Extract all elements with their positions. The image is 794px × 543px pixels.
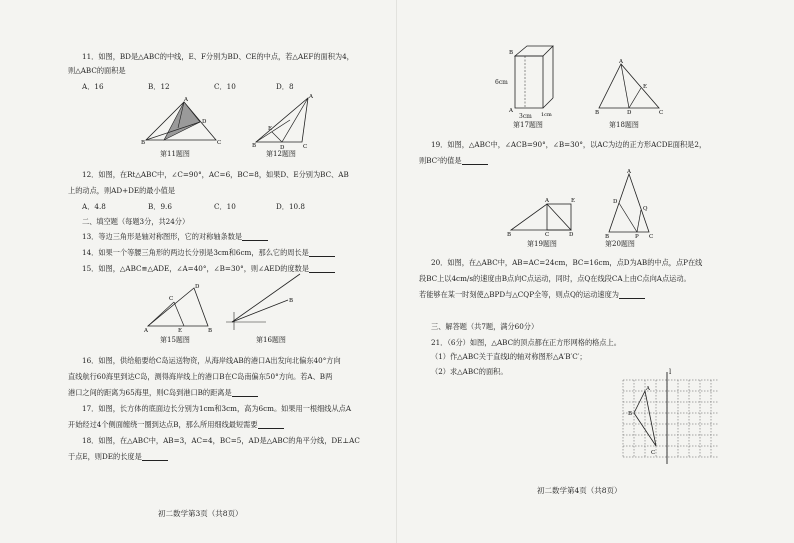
svg-text:C: C (659, 110, 664, 116)
fig15-caption: 第15题图 (160, 336, 190, 344)
q11-line1: 11．如图，BD是△ABC的中线，E、F分别为BD、CE的中点，若△AEF的面积为4， (82, 52, 354, 61)
svg-text:E: E (268, 126, 273, 132)
svg-text:A: A (545, 198, 549, 204)
q20-line3: 若能够在某一时刻使△BPD与△CQP全等，则点Q的运动速度为 (419, 290, 645, 299)
svg-text:A: A (627, 169, 631, 175)
svg-text:E: E (643, 84, 648, 90)
figure-16 (226, 272, 306, 334)
figure-20 (605, 170, 657, 238)
svg-text:B: B (289, 298, 294, 304)
q15-text: 15．如图，△ABC≌△ADE，∠A=40°，∠B=30°，则∠AED的度数是 (82, 264, 335, 273)
figure-12 (252, 92, 322, 151)
figure-17 (509, 40, 565, 120)
svg-text:B: B (252, 143, 257, 149)
svg-text:D: D (195, 284, 200, 290)
svg-text:E: E (178, 328, 183, 334)
q12-line2: 上的动点，则AD+DE的最小值是 (68, 186, 176, 195)
figure-18 (595, 60, 665, 114)
svg-text:D: D (613, 199, 618, 205)
q12-option-a: A．4.8 (82, 202, 106, 211)
q16-line3: 港口之间的距离为65海里，则C岛到港口B的距离是 (68, 388, 258, 397)
svg-text:A: A (184, 97, 188, 103)
svg-text:D: D (202, 119, 207, 125)
svg-text:C: C (169, 296, 174, 302)
q11-option-d: D．8 (276, 82, 294, 91)
fig20-caption: 第20题图 (605, 240, 635, 248)
svg-text:C: C (303, 144, 308, 150)
fig17-base-label: 3cm (519, 113, 532, 120)
figure-15 (144, 282, 214, 334)
svg-text:C: C (217, 140, 222, 146)
q11-option-c: C．10 (214, 82, 236, 91)
svg-text:A: A (309, 94, 313, 100)
q13-text: 13．等边三角形是轴对称图形，它的对称轴条数是 (82, 232, 268, 241)
svg-text:B: B (208, 328, 213, 334)
grid-line-label: l (669, 368, 672, 376)
svg-text:B: B (628, 411, 633, 417)
svg-text:Q: Q (643, 206, 648, 212)
page-4 (397, 0, 794, 543)
q21-line1: 21．（6分）如图，△ABC的顶点都在正方形网格的格点上。 (431, 338, 621, 347)
svg-text:E: E (571, 198, 576, 204)
svg-text:B: B (507, 232, 512, 238)
q12-option-c: C．10 (214, 202, 236, 211)
q20-line1: 20．如图，在△ABC中，AB=AC=24cm，BC=16cm，点D为AB的中点，点P在线 (431, 258, 703, 267)
q19-line2: 则BC²的值是 (419, 156, 488, 165)
page-4-footer: 初二数学第4页（共8页） (537, 486, 622, 495)
q11-option-b: B．12 (148, 82, 170, 91)
svg-text:D: D (280, 145, 285, 151)
q11-option-a: A．16 (82, 82, 104, 91)
fig12-caption: 第12题图 (266, 150, 296, 158)
svg-text:A: A (509, 108, 513, 114)
svg-text:B: B (595, 110, 600, 116)
q18-line1: 18．如图，在△ABC中，AB=3，AC=4，BC=5，AD是△ABC的角平分线，DE⊥AC (82, 436, 360, 445)
q20-line2: 段BC上以4cm/s的速度由B点向C点运动，同时，点Q在线段CA上由C点向A点运动。 (419, 274, 691, 283)
figure-11 (140, 98, 220, 146)
q12-line1: 12．如图，在Rt△ABC中，∠C=90°，AC=6，BC=8，如果D、E分别为BC、AB (82, 170, 349, 179)
section-3-heading: 三、解答题（共7题，满分60分） (431, 322, 539, 331)
q14-text: 14．如果一个等腰三角形的两边长分别是3cm和6cm，那么它的周长是 (82, 248, 335, 257)
svg-text:D: D (627, 110, 632, 116)
svg-text:B: B (509, 50, 514, 56)
svg-text:B: B (605, 234, 610, 240)
fig17-caption: 第17题图 (513, 121, 543, 129)
svg-text:A: A (144, 328, 148, 334)
q16-line2: 直线航行60海里到达C岛，测得海岸线上的港口B在C岛南偏东50°方向。若A、B两 (68, 372, 333, 381)
q12-option-d: D．10.8 (276, 202, 305, 211)
q21-part1: （1）作△ABC关于直线l的轴对称图形△A′B′C′； (431, 352, 587, 361)
figure-19 (507, 196, 583, 238)
fig18-caption: 第18题图 (609, 121, 639, 129)
fig11-caption: 第11题图 (160, 150, 190, 158)
q21-part2: （2）求△ABC的面积。 (431, 367, 508, 376)
svg-text:C: C (545, 232, 550, 238)
section-2-heading: 二、填空题（每题3分，共24分） (82, 217, 190, 226)
svg-text:A: A (646, 386, 650, 392)
q17-line1: 17．如图，长方体的底面边长分别为1cm和3cm，高为6cm。如果用一根细线从点A (82, 404, 352, 413)
q11-line2: 则△ABC的面积是 (68, 66, 126, 75)
svg-text:B: B (141, 140, 146, 146)
fig19-caption: 第19题图 (527, 240, 557, 248)
grid-figure (623, 372, 723, 468)
q18-line2: 于点E，则DE的长度是 (68, 452, 168, 461)
svg-text:A: A (619, 59, 623, 65)
svg-text:C: C (649, 234, 654, 240)
q12-option-b: B．9.6 (148, 202, 172, 211)
svg-text:C: C (651, 450, 656, 456)
q16-line1: 16．如图，供给船要给C岛运送物资，从海岸线AB的港口A出发向北偏东40°方向 (82, 356, 341, 365)
q19-line1: 19．如图，△ABC中，∠ACB=90°，∠B=30°，以AC为边的正方形ACDE面积是2， (431, 140, 707, 149)
q17-line2: 开始经过4个侧面缠绕一圈到达点B，那么所用细线最短需要 (68, 420, 284, 429)
svg-text:1cm: 1cm (541, 112, 552, 118)
fig16-caption: 第16题图 (256, 336, 286, 344)
fig17-height-label: 6cm (495, 79, 508, 86)
page-3-footer: 初二数学第3页（共8页） (158, 509, 243, 518)
svg-text:P: P (635, 234, 639, 240)
svg-text:D: D (569, 232, 574, 238)
